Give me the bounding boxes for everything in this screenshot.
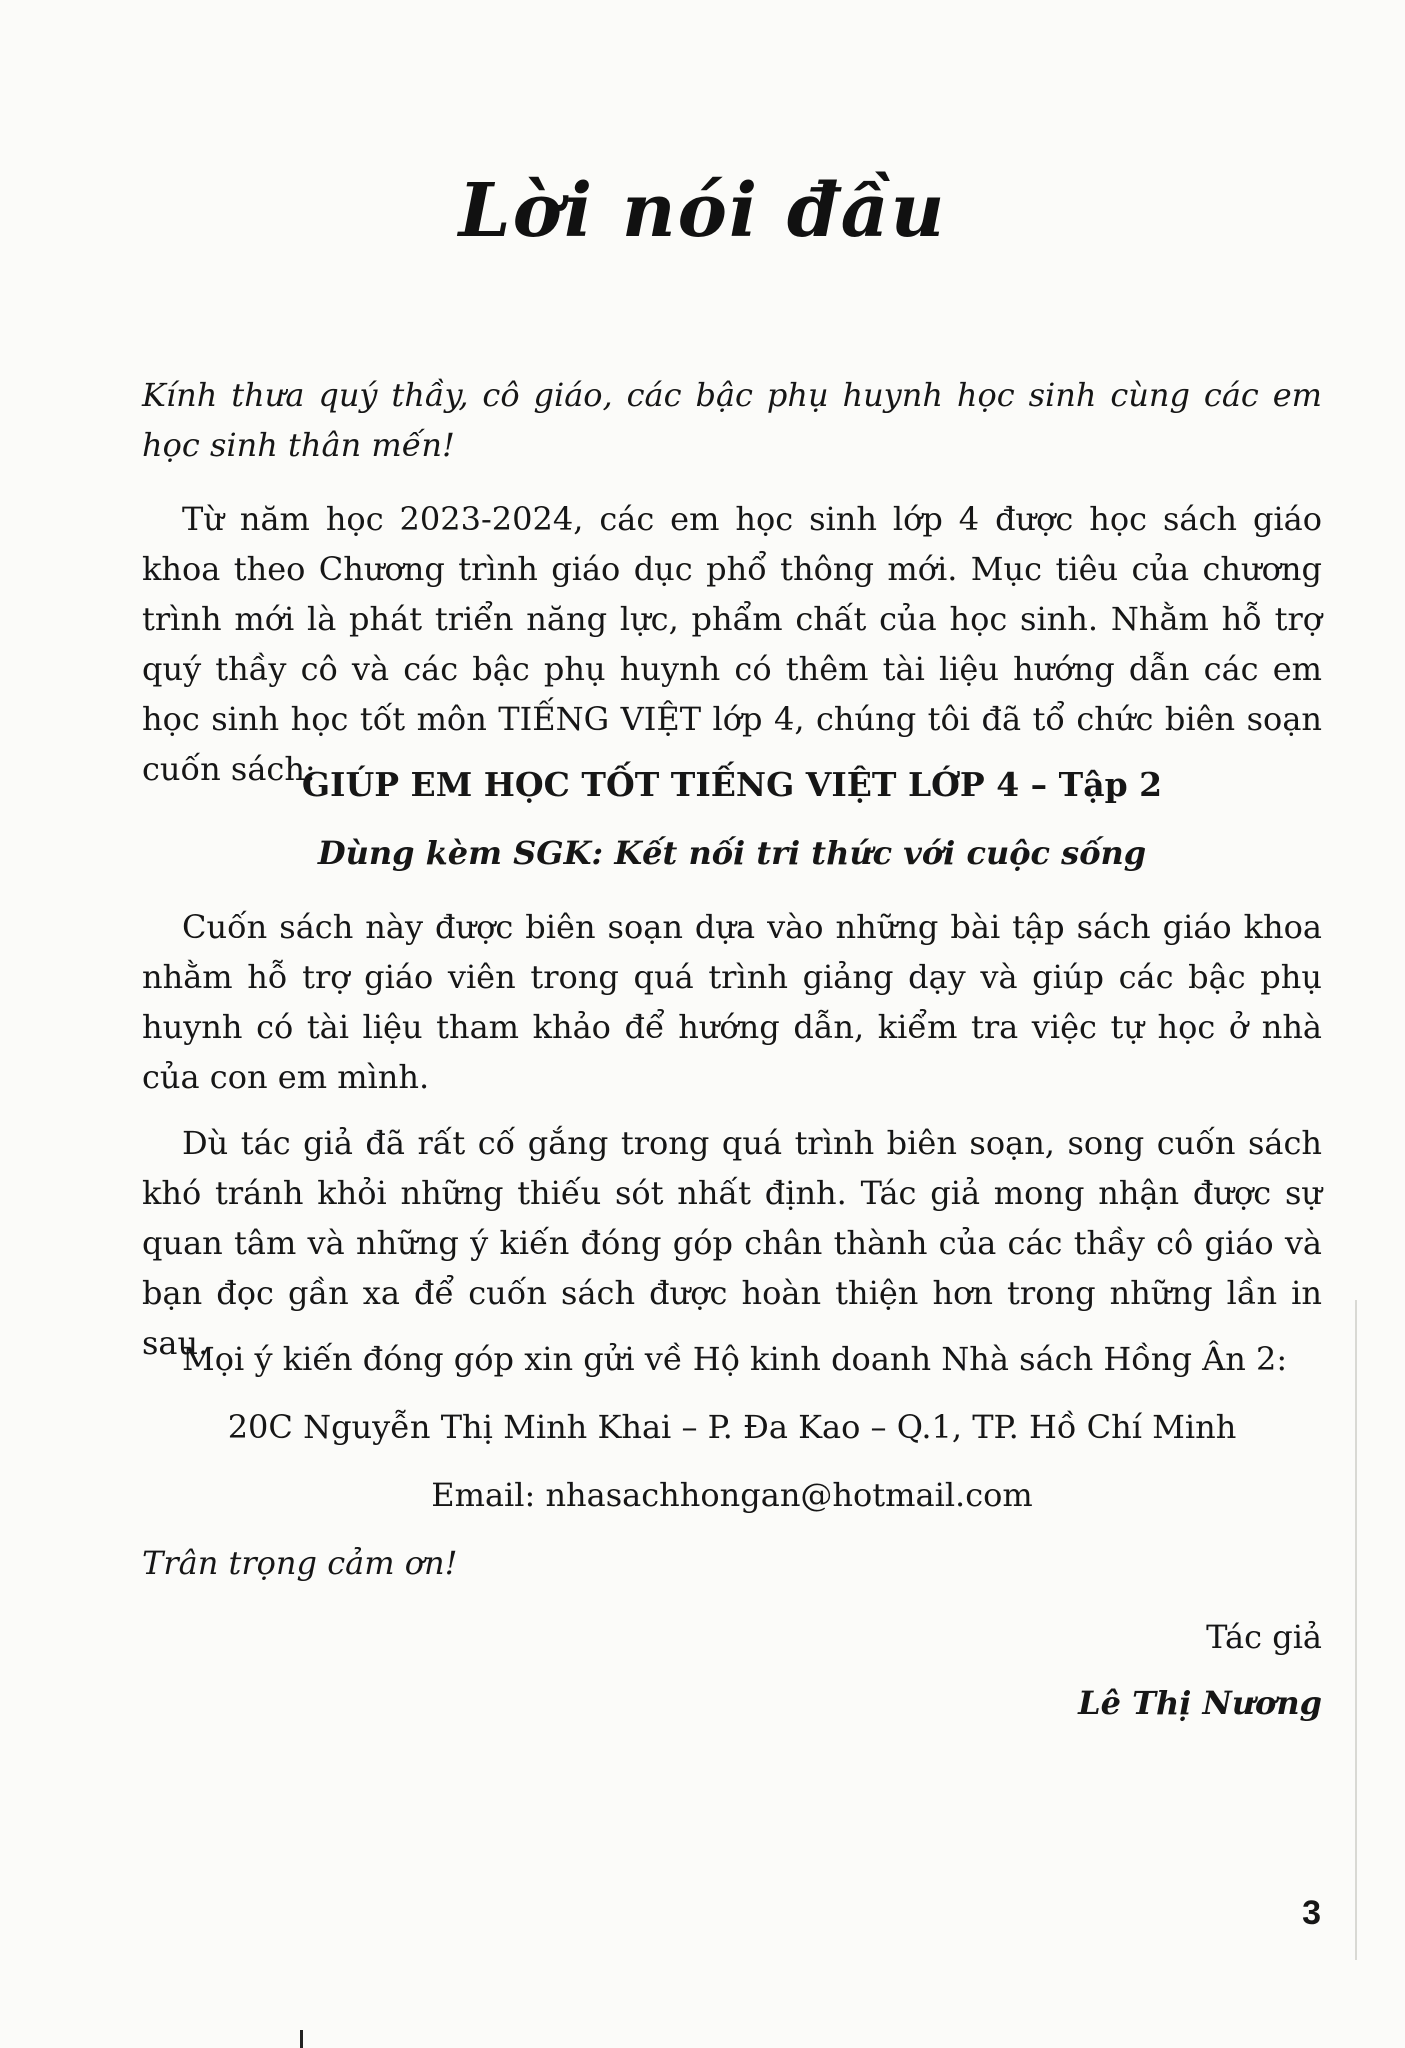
intro-paragraph: Từ năm học 2023-2024, các em học sinh lớp 4 được học sách giáo khoa theo Chương trình giáo dục phổ thông mới. Mục tiêu của chương trình mới là phát triển năng lực, phẩm chất của học sinh. Nhằm hỗ trợ quý thầy cô và các bậc phụ huynh có thêm tài liệu hướng dẫn các em học sinh học tốt môn TIẾNG VIỆT lớp 4, chúng tôi đã tổ chức biên soạn cuốn sách: bbox=[142, 500, 1322, 788]
greeting-paragraph: Kính thưa quý thầy, cô giáo, các bậc phụ huynh học sinh cùng các em học sinh thân mến! bbox=[142, 376, 1322, 464]
contact-paragraph: Mọi ý kiến đóng góp xin gửi về Hộ kinh doanh Nhà sách Hồng Ân 2: bbox=[182, 1340, 1288, 1378]
bottom-crop-mark bbox=[300, 2030, 303, 2048]
author-name: Lê Thị Nương bbox=[1078, 1684, 1322, 1722]
page-edge-line bbox=[1355, 1300, 1357, 1960]
book-title: GIÚP EM HỌC TỐT TIẾNG VIỆT LỚP 4 – Tập 2 bbox=[301, 765, 1163, 804]
purpose-paragraph: Cuốn sách này được biên soạn dựa vào những bài tập sách giáo khoa nhằm hỗ trợ giáo viên trong quá trình giảng dạy và giúp các bậc phụ huynh có tài liệu tham khảo để hướng dẫn, kiểm tra việc tự học ở nhà của con em mình. bbox=[142, 908, 1322, 1096]
apology-paragraph: Dù tác giả đã rất cố gắng trong quá trình biên soạn, song cuốn sách khó tránh khỏi những thiếu sót nhất định. Tác giả mong nhận được sự quan tâm và những ý kiến đóng góp chân thành của các thầy cô giáo và bạn đọc gần xa để cuốn sách được hoàn thiện hơn trong những lần in sau. bbox=[142, 1124, 1322, 1362]
page-title: Lời nói đầu bbox=[458, 168, 947, 254]
author-label: Tác giả bbox=[1206, 1618, 1322, 1656]
thanks-line: Trân trọng cảm ơn! bbox=[142, 1544, 458, 1582]
address-line: 20C Nguyễn Thị Minh Khai – P. Đa Kao – Q.1, TP. Hồ Chí Minh bbox=[227, 1408, 1237, 1446]
book-subtitle: Dùng kèm SGK: Kết nối tri thức với cuộc sống bbox=[317, 834, 1147, 872]
page-number: 3 bbox=[1302, 1894, 1321, 1932]
email-line: Email: nhasachhongan@hotmail.com bbox=[431, 1476, 1033, 1514]
